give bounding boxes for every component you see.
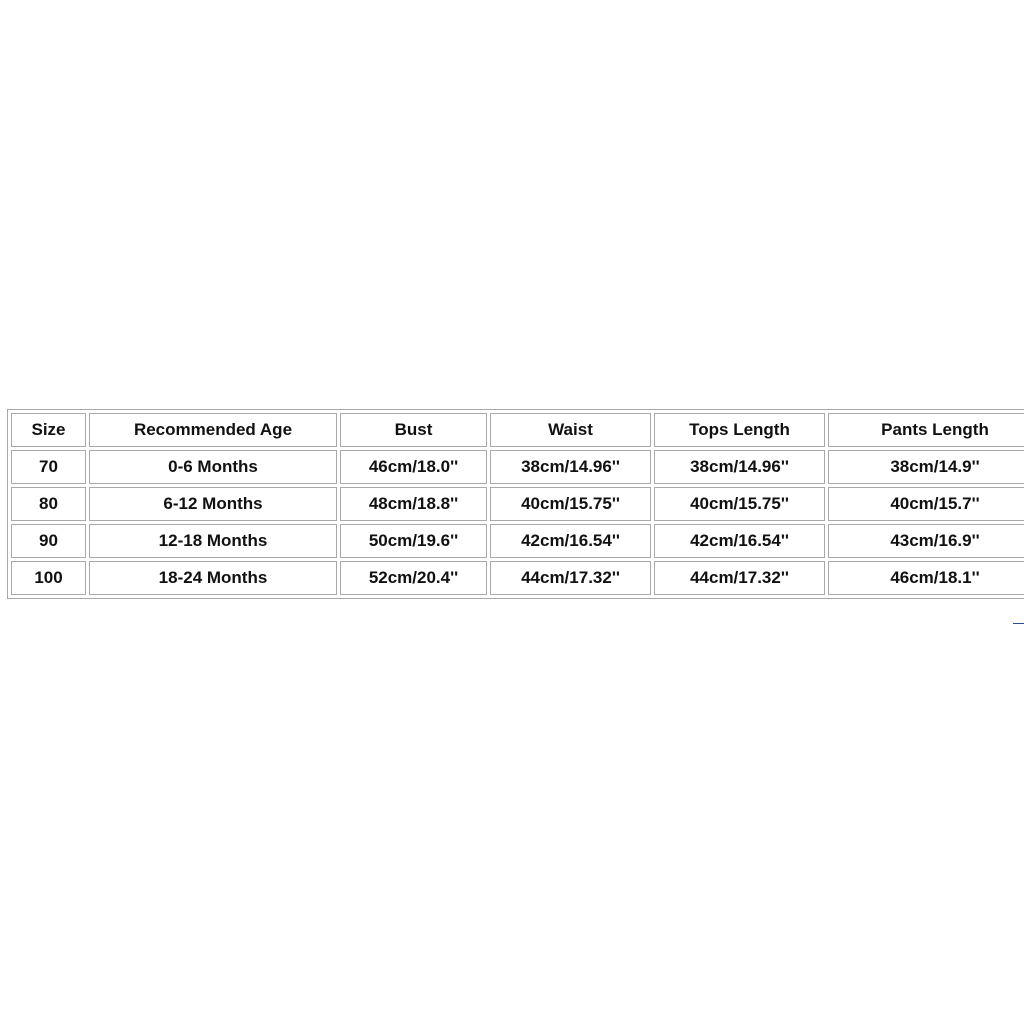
cell-pants-length: 38cm/14.9''	[828, 450, 1024, 484]
cell-pants-length: 46cm/18.1''	[828, 561, 1024, 595]
header-pants-length: Pants Length	[828, 413, 1024, 447]
table-row	[11, 561, 1024, 595]
cell-size: 90	[11, 524, 86, 558]
cell-tops-length: 38cm/14.96''	[654, 450, 825, 484]
size-chart-table	[7, 409, 1024, 599]
header-waist: Waist	[490, 413, 651, 447]
cell-age: 6-12 Months	[89, 487, 337, 521]
cell-pants-length: 43cm/16.9''	[828, 524, 1024, 558]
cell-waist: 40cm/15.75''	[490, 487, 651, 521]
size-chart	[7, 409, 1024, 615]
cell-bust: 46cm/18.0''	[340, 450, 487, 484]
table-row	[11, 487, 1024, 521]
cell-waist: 44cm/17.32''	[490, 561, 651, 595]
header-row	[11, 413, 1024, 447]
cell-size: 70	[11, 450, 86, 484]
cell-tops-length: 42cm/16.54''	[654, 524, 825, 558]
edge-line	[1013, 623, 1024, 624]
cell-waist: 42cm/16.54''	[490, 524, 651, 558]
header-tops-length: Tops Length	[654, 413, 825, 447]
cell-waist: 38cm/14.96''	[490, 450, 651, 484]
table-row	[11, 450, 1024, 484]
cell-age: 18-24 Months	[89, 561, 337, 595]
cell-bust: 52cm/20.4''	[340, 561, 487, 595]
header-bust: Bust	[340, 413, 487, 447]
cell-tops-length: 44cm/17.32''	[654, 561, 825, 595]
cell-bust: 50cm/19.6''	[340, 524, 487, 558]
cell-tops-length: 40cm/15.75''	[654, 487, 825, 521]
cell-bust: 48cm/18.8''	[340, 487, 487, 521]
cell-size: 80	[11, 487, 86, 521]
header-recommended-age: Recommended Age	[89, 413, 337, 447]
table-row	[11, 524, 1024, 558]
cell-age: 12-18 Months	[89, 524, 337, 558]
cell-pants-length: 40cm/15.7''	[828, 487, 1024, 521]
header-size: Size	[11, 413, 86, 447]
cell-size: 100	[11, 561, 86, 595]
cell-age: 0-6 Months	[89, 450, 337, 484]
